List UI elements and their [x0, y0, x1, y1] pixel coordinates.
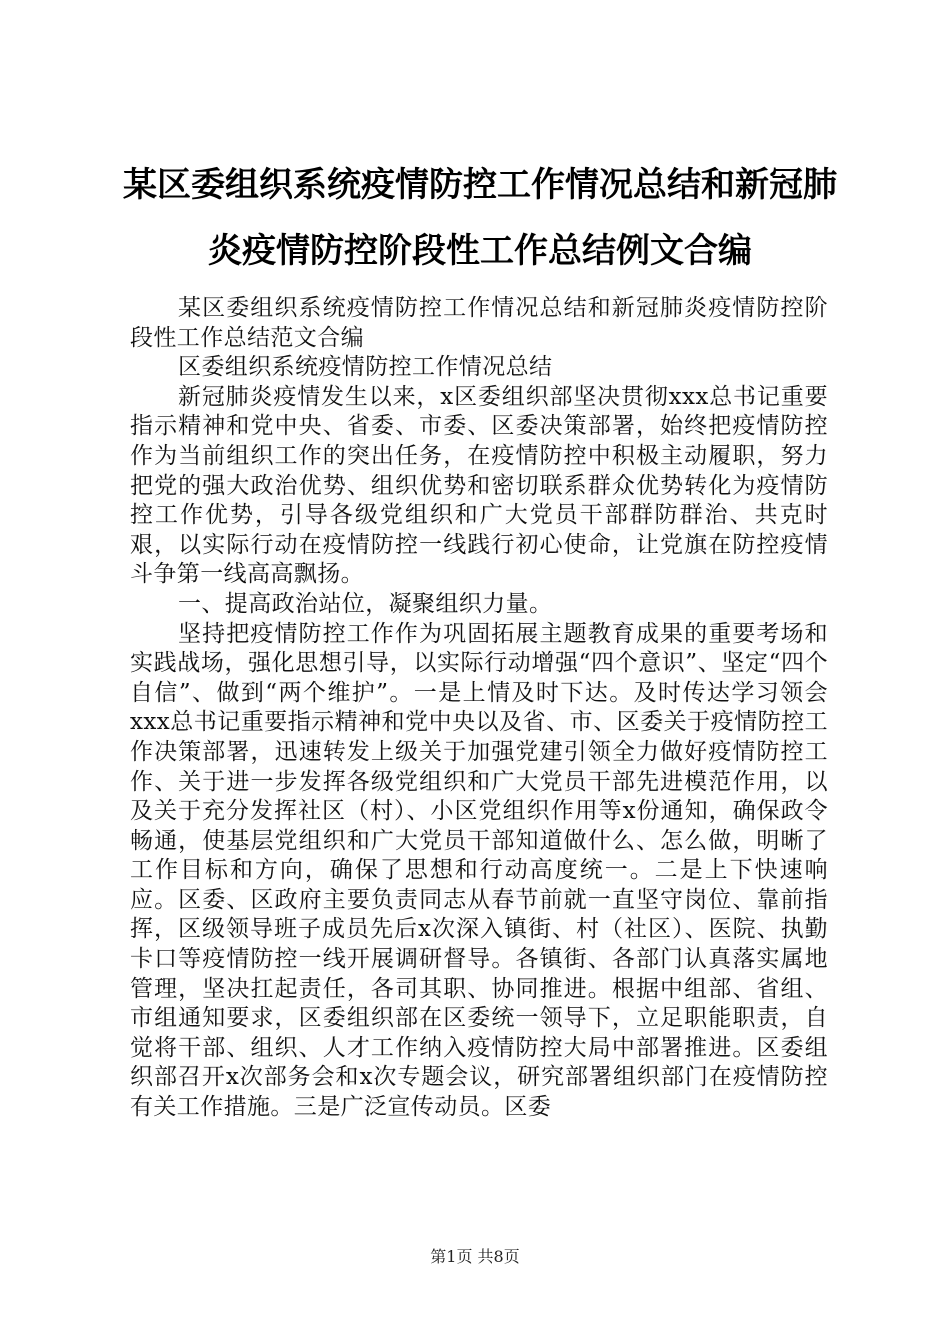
document-title: 某区委组织系统疫情防控工作情况总结和新冠肺炎疫情防控阶段性工作总结例文合编 — [123, 165, 837, 271]
page-number-footer: 第1页 共8页 — [430, 1247, 520, 1266]
document-body — [130, 294, 828, 1123]
section-heading: 一、提高政治站位，凝聚组织力量。 — [178, 590, 553, 617]
body-paragraph: 坚持把疫情防控工作作为巩固拓展主题教育成果的重要考场和实践战场，强化思想引导，以实际行动增强“四个意识”、坚定“四个自信”、做到“两个维护”。一是上情及时下达。及时传达学习领会xxx总书记重要指示精神和党中央以及省、市、区委关于疫情防控工作决策部署，迅速转发上级关于加强党建引领全力做好疫情防控工作、关于进一步发挥各级党组织和广大党员干部先进模范作用，以及关于充分发挥社区（村）、小区党组织作用等x份通知，确保政令畅通，使基层党组织和广大党员干部知道做什么、怎么做，明晰了工作目标和方向，确保了思想和行动高度统一。二是上下快速响应。区委、区政府主要负责同志从春节前就一直坚守岗位、靠前指挥，区级领导班子成员先后x次深入镇街、村（社区）、医院、执勤卡口等疫情防控一线开展调研督导。各镇街、各部门认真落实属地管理，坚决扛起责任，各司其职、协同推进。根据中组部、省组、市组通知要求，区委组织部在区委统一领导下，立足职能职责，自觉将干部、组织、人才工作纳入疫情防控大局中部署推进。区委组织部召开x次部务会和x次专题会议，研究部署组织部门在疫情防控有关工作措施。三是广泛宣传动员。区委 — [130, 620, 828, 1121]
body-paragraph: 新冠肺炎疫情发生以来，x区委组织部坚决贯彻xxx总书记重要指示精神和党中央、省委、市委、区委决策部署，始终把疫情防控作为当前组织工作的突出任务，在疫情防控中积极主动履职，努力把党的强大政治优势、组织优势和密切联系群众优势转化为疫情防控工作优势，引导各级党组织和广大党员干部群防群治、共克时艰，以实际行动在疫情防控一线践行初心使命，让党旗在防控疫情斗争第一线高高飘扬。 — [130, 383, 828, 588]
subtitle-paragraph: 某区委组织系统疫情防控工作情况总结和新冠肺炎疫情防控阶段性工作总结范文合编 — [130, 295, 828, 351]
section-heading: 区委组织系统疫情防控工作情况总结 — [178, 354, 553, 381]
